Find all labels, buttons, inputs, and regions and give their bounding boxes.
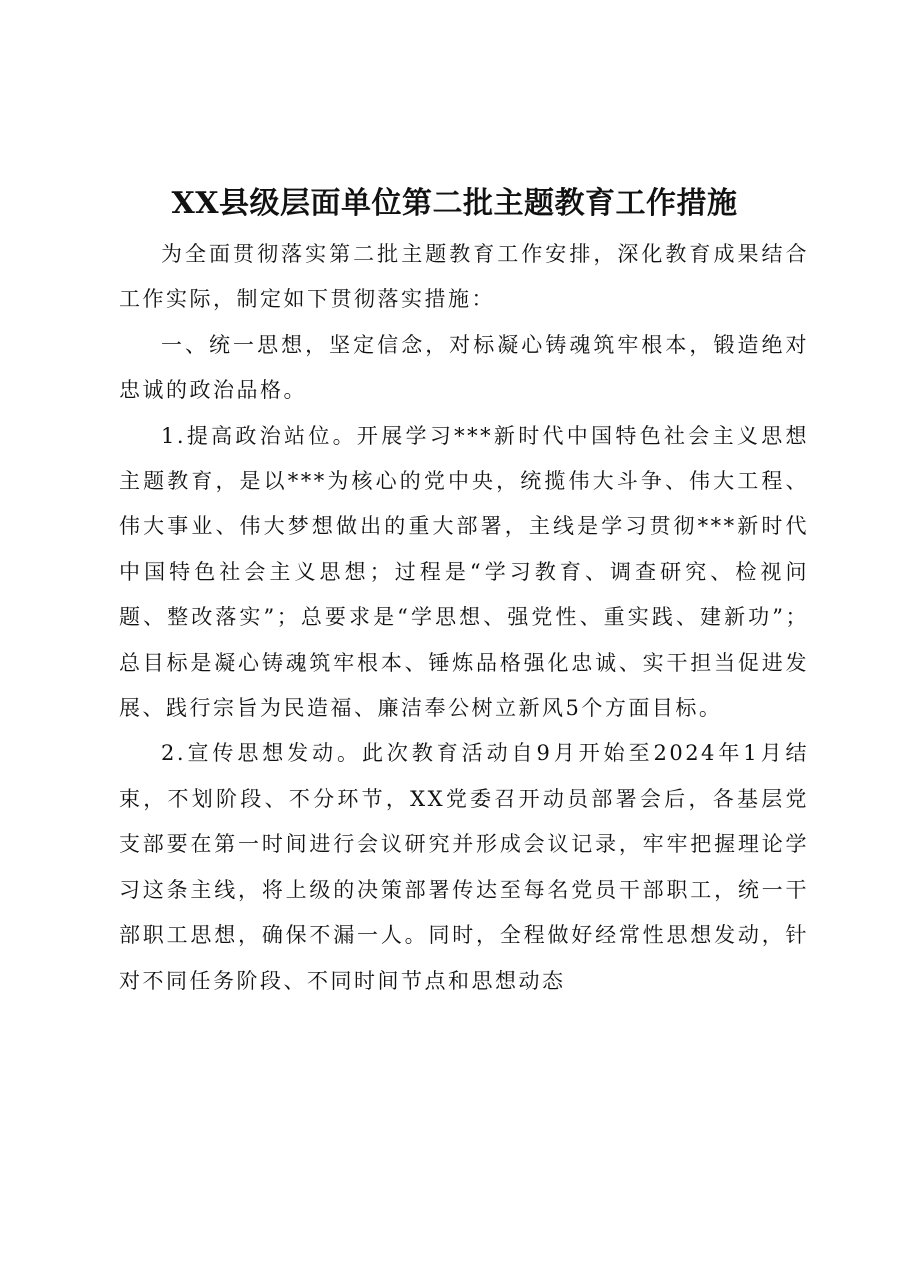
paragraph-intro: 为全面贯彻落实第二批主题教育工作安排，深化教育成果结合工作实际，制定如下贯彻落实措施： <box>119 242 809 312</box>
document-title: XX县级层面单位第二批主题教育工作措施 <box>171 186 738 221</box>
paragraph-item-2: 2.宣传思想发动。此次教育活动自9月开始至2024年1月结束，不划阶段、不分环节，XX党委召开动员部署会后，各基层党支部要在第一时间进行会议研究并形成会议记录，牢牢把握理论学习这条主线，将上级的决策部署传达至每名党员干部职工，统一干部职工思想，确保不漏一人。同时，全程做好经常性思想发动，针对不同任务阶段、不同时间节点和思想动态 <box>119 741 809 993</box>
document-body <box>119 232 809 1004</box>
paragraph-item-1: 1.提高政治站位。开展学习***新时代中国特色社会主义思想主题教育，是以***为核心的党中央，统揽伟大斗争、伟大工程、伟大事业、伟大梦想做出的重大部署，主线是学习贯彻***新时代中国特色社会主义思想；过程是“学习教育、调查研究、检视问题、整改落实”；总要求是“学思想、强党性、重实践、建新功”；总目标是凝心铸魂筑牢根本、锤炼品格强化忠诚、实干担当促进发展、践行宗旨为民造福、廉洁奉公树立新风5个方面目标。 <box>119 423 809 721</box>
paragraph-section-heading: 一、统一思想，坚定信念，对标凝心铸魂筑牢根本，锻造绝对忠诚的政治品格。 <box>119 332 809 403</box>
